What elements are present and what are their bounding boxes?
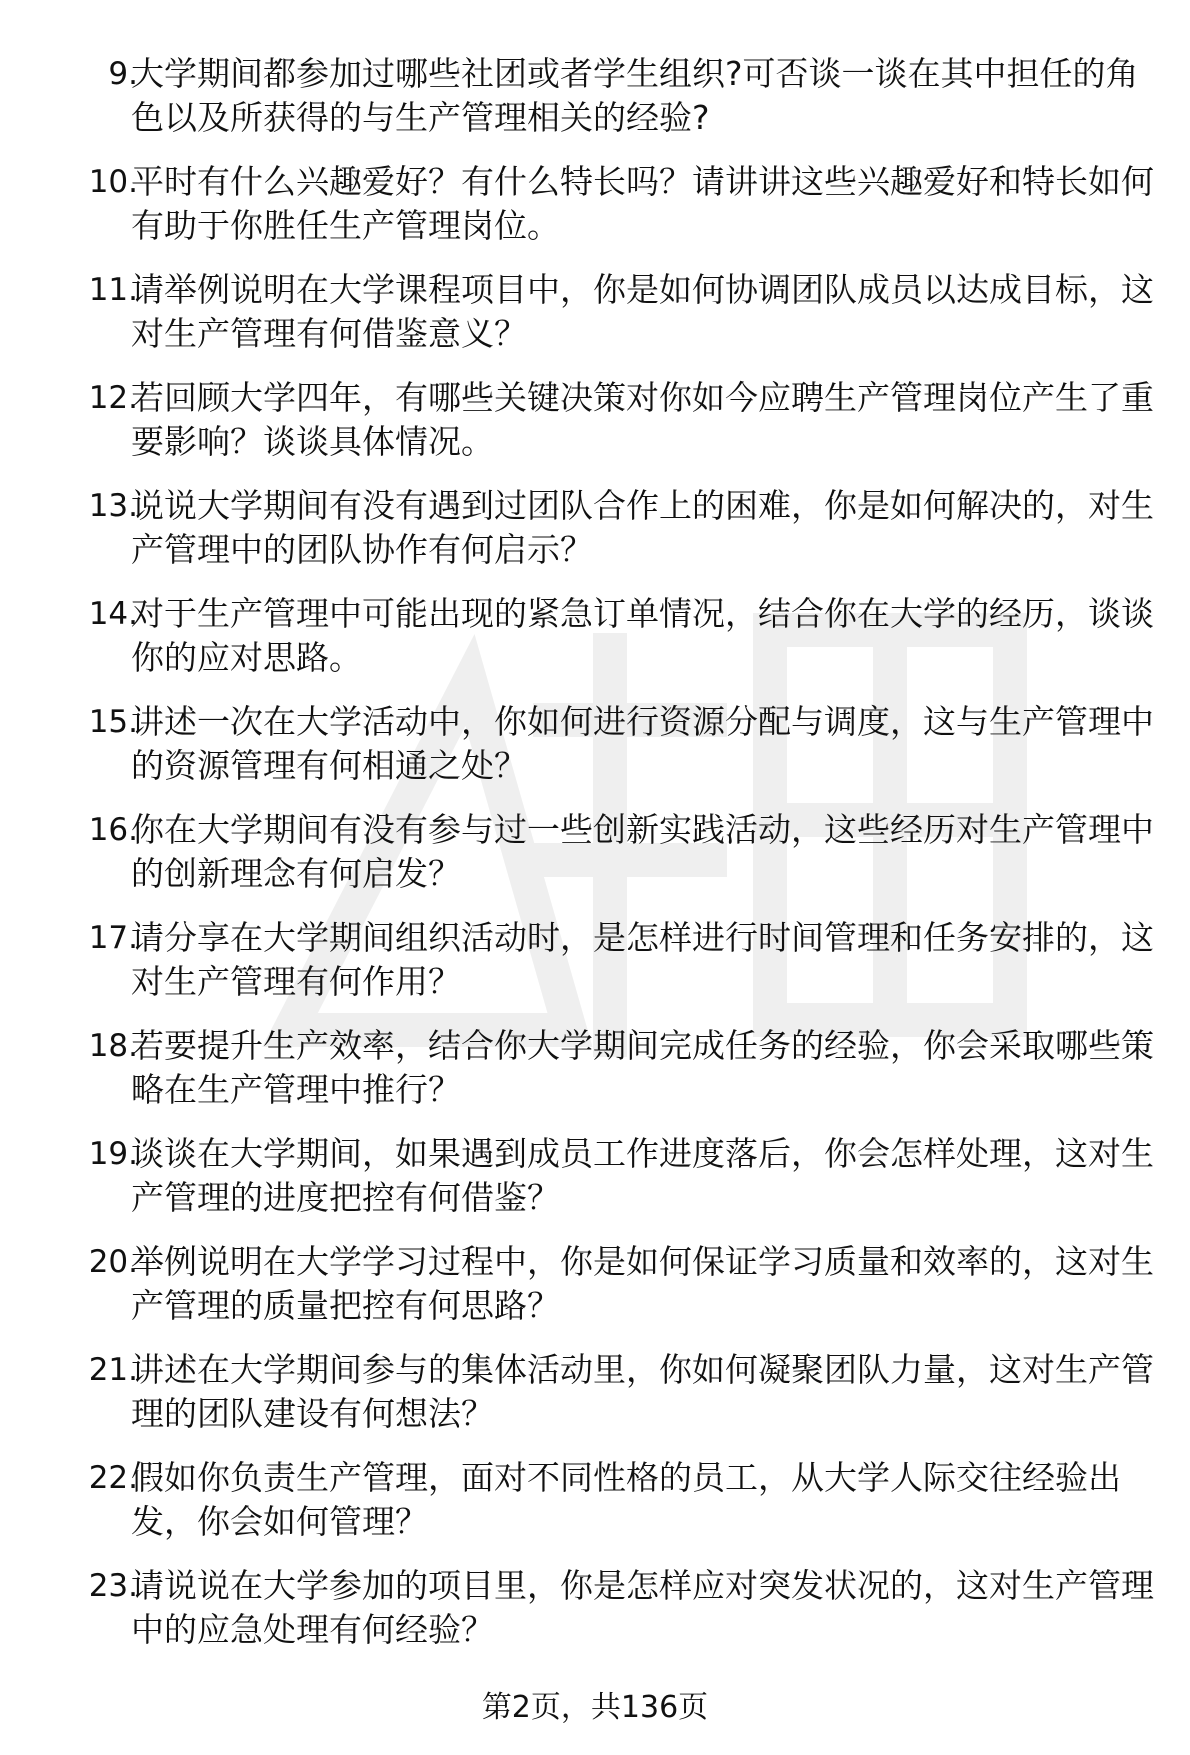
list-item: [0, 808, 1190, 916]
question-text: 讲述一次在大学活动中，你如何进行资源分配与调度，这与生产管理中的资源管理有何相通之处？: [131, 702, 1154, 785]
list-item: [0, 1132, 1190, 1240]
list-item: [0, 1240, 1190, 1348]
question-text: 举例说明在大学学习过程中，你是如何保证学习质量和效率的，这对生产管理的质量把控有何思路？: [131, 1242, 1154, 1325]
question-number: 18.: [88, 1028, 138, 1064]
list-item: [0, 52, 1190, 160]
list-item: [0, 160, 1190, 268]
question-text: 大学期间都参加过哪些社团或者学生组织?可否谈一谈在其中担任的角色以及所获得的与生产管理相关的经验?: [131, 54, 1139, 137]
question-text: 讲述在大学期间参与的集体活动里，你如何凝聚团队力量，这对生产管理的团队建设有何想法？: [131, 1350, 1154, 1433]
question-text: 请举例说明在大学课程项目中，你是如何协调团队成员以达成目标，这对生产管理有何借鉴意义？: [131, 270, 1154, 353]
list-item: [0, 376, 1190, 484]
question-number: 22.: [88, 1460, 138, 1496]
question-number: 13.: [88, 488, 138, 524]
list-item: [0, 1456, 1190, 1564]
list-item: [0, 484, 1190, 592]
list-item: [0, 1024, 1190, 1132]
question-text: 假如你负责生产管理，面对不同性格的员工，从大学人际交往经验出发，你会如何管理？: [131, 1458, 1121, 1541]
list-item: [0, 592, 1190, 700]
list-item: [0, 916, 1190, 1024]
question-text: 若要提升生产效率，结合你大学期间完成任务的经验，你会采取哪些策略在生产管理中推行？: [131, 1026, 1154, 1109]
question-text: 你在大学期间有没有参与过一些创新实践活动，这些经历对生产管理中的创新理念有何启发？: [131, 810, 1154, 893]
question-text: 平时有什么兴趣爱好？有什么特长吗？请讲讲这些兴趣爱好和特长如何有助于你胜任生产管理岗位。: [131, 162, 1154, 245]
question-text: 谈谈在大学期间，如果遇到成员工作进度落后，你会怎样处理，这对生产管理的进度把控有何借鉴？: [131, 1134, 1154, 1217]
question-number: 19.: [88, 1136, 138, 1172]
question-number: 10.: [88, 164, 138, 200]
page-footer: 第2页，共136页: [481, 1690, 709, 1725]
question-number: 14.: [88, 596, 138, 632]
list-item: [0, 700, 1190, 808]
question-text: 说说大学期间有没有遇到过团队合作上的困难，你是如何解决的，对生产管理中的团队协作有何启示？: [131, 486, 1154, 569]
question-text: 对于生产管理中可能出现的紧急订单情况，结合你在大学的经历，谈谈你的应对思路。: [131, 594, 1154, 677]
question-number: 12.: [88, 380, 138, 416]
question-text: 请分享在大学期间组织活动时，是怎样进行时间管理和任务安排的，这对生产管理有何作用？: [131, 918, 1154, 1001]
question-list: [0, 52, 1190, 1672]
question-number: 16.: [88, 812, 138, 848]
list-item: [0, 1348, 1190, 1456]
question-number: 11.: [88, 272, 138, 308]
question-number: 23.: [88, 1568, 138, 1604]
question-number: 9.: [108, 56, 138, 92]
question-number: 15.: [88, 704, 138, 740]
question-number: 21.: [88, 1352, 138, 1388]
list-item: [0, 1564, 1190, 1672]
question-text: 请说说在大学参加的项目里，你是怎样应对突发状况的，这对生产管理中的应急处理有何经验？: [131, 1566, 1154, 1649]
question-text: 若回顾大学四年，有哪些关键决策对你如今应聘生产管理岗位产生了重要影响？谈谈具体情况。: [131, 378, 1154, 461]
question-number: 17.: [88, 920, 138, 956]
list-item: [0, 268, 1190, 376]
question-number: 20.: [88, 1244, 138, 1280]
